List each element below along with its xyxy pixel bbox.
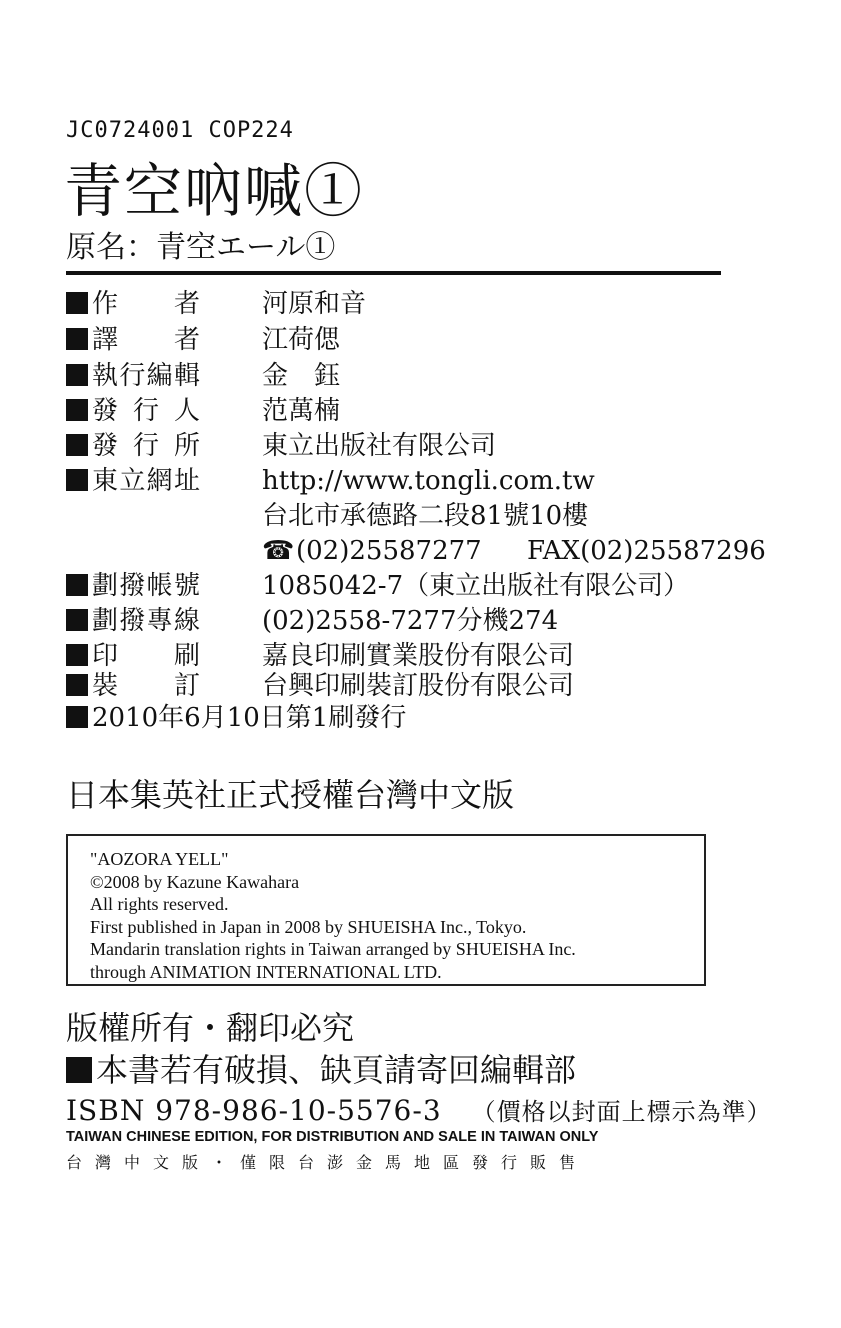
distribution-english: TAIWAN CHINESE EDITION, FOR DISTRIBUTION AND SALE IN TAIWAN ONLY: [66, 1129, 599, 1145]
credit-row-postal-account: [66, 568, 690, 604]
bullet-square-icon: [66, 674, 88, 696]
credit-value: 東立出版社有限公司: [262, 431, 497, 461]
credit-value: 范萬楠: [262, 396, 341, 426]
copyright-line: ©2008 by Kazune Kawahara: [90, 871, 300, 892]
credit-label: 東立網址: [92, 466, 200, 496]
credit-value: (02)2558-7277分機274: [262, 606, 559, 636]
copyright-line: through ANIMATION INTERNATIONAL LTD.: [90, 961, 442, 982]
credit-value: 金 鈺: [262, 361, 341, 391]
credit-value: 江荷偲: [262, 325, 341, 355]
copyright-line: Mandarin translation rights in Taiwan arranged by SHUEISHA Inc.: [90, 939, 576, 959]
credit-label: 裝 訂: [92, 671, 200, 701]
bullet-square-icon: [66, 399, 88, 421]
telephone-icon: ☎: [262, 536, 295, 566]
credit-row-postal-line: [66, 603, 559, 639]
book-title: 青空吶喊①: [64, 157, 365, 225]
credit-label: 發行所: [92, 431, 200, 461]
damage-note-line: [66, 1050, 576, 1090]
website-url: http://www.tongli.com.tw: [262, 466, 595, 496]
price-note: （價格以封面上標示為準）: [471, 1098, 772, 1126]
credit-label: 劃撥專線: [92, 606, 200, 636]
address: 台北市承德路二段81號10樓: [262, 501, 589, 531]
credit-value: 1085042-7（東立出版社有限公司）: [262, 571, 690, 601]
credit-label: 發行人: [92, 396, 200, 426]
bullet-square-icon: [66, 1057, 92, 1083]
credit-value: 台興印刷裝訂股份有限公司: [262, 671, 575, 701]
bullet-square-icon: [66, 706, 88, 728]
credit-row-binder: [66, 668, 575, 704]
bullet-square-icon: [66, 574, 88, 596]
title-divider: [66, 271, 721, 275]
credit-row-publisher-person: [66, 393, 341, 429]
credit-label: 譯 者: [92, 325, 200, 355]
bullet-square-icon: [66, 328, 88, 350]
isbn-number: ISBN 978-986-10-5576-3: [66, 1094, 442, 1127]
bullet-square-icon: [66, 434, 88, 456]
credit-row-website: [66, 463, 595, 499]
credit-row-author: [66, 286, 367, 322]
credit-row-publisher: [66, 428, 497, 464]
bullet-square-icon: [66, 469, 88, 491]
credit-label: 劃撥帳號: [92, 571, 200, 601]
copyright-line: First published in Japan in 2008 by SHUEISHA Inc., Tokyo.: [90, 916, 527, 937]
copyright-box: [66, 834, 706, 986]
rights-reserved: 版權所有・翻印必究: [66, 1009, 355, 1047]
bullet-square-icon: [66, 609, 88, 631]
phone-block: [262, 533, 766, 569]
credit-value: 嘉良印刷實業股份有限公司: [262, 641, 575, 671]
fax-number: FAX(02)25587296: [527, 536, 766, 566]
catalog-code: JC0724001 COP224: [66, 118, 294, 143]
bullet-square-icon: [66, 364, 88, 386]
damage-note: 本書若有破損、缺頁請寄回編輯部: [96, 1051, 577, 1089]
phone-number: (02)25587277: [296, 536, 482, 566]
original-title: 原名：青空エール①: [66, 230, 336, 265]
print-date: 2010年6月10日第1刷發行: [92, 703, 407, 733]
bullet-square-icon: [66, 644, 88, 666]
credit-row-editor: [66, 358, 341, 394]
credit-label: 作 者: [92, 289, 200, 319]
copyright-line: "AOZORA YELL": [90, 849, 229, 869]
bullet-square-icon: [66, 292, 88, 314]
credit-row-translator: [66, 322, 341, 358]
isbn-line: [66, 1092, 772, 1131]
credit-label: 執行編輯: [92, 361, 200, 391]
print-date-line: [66, 700, 406, 736]
authorization-note: 日本集英社正式授權台灣中文版: [66, 776, 515, 814]
credit-value: 河原和音: [262, 289, 367, 319]
credit-label: 印 刷: [92, 641, 200, 671]
distribution-chinese: 台灣中文版・僅限台澎金馬地區發行販售: [66, 1153, 589, 1172]
copyright-line: All rights reserved.: [90, 894, 229, 914]
